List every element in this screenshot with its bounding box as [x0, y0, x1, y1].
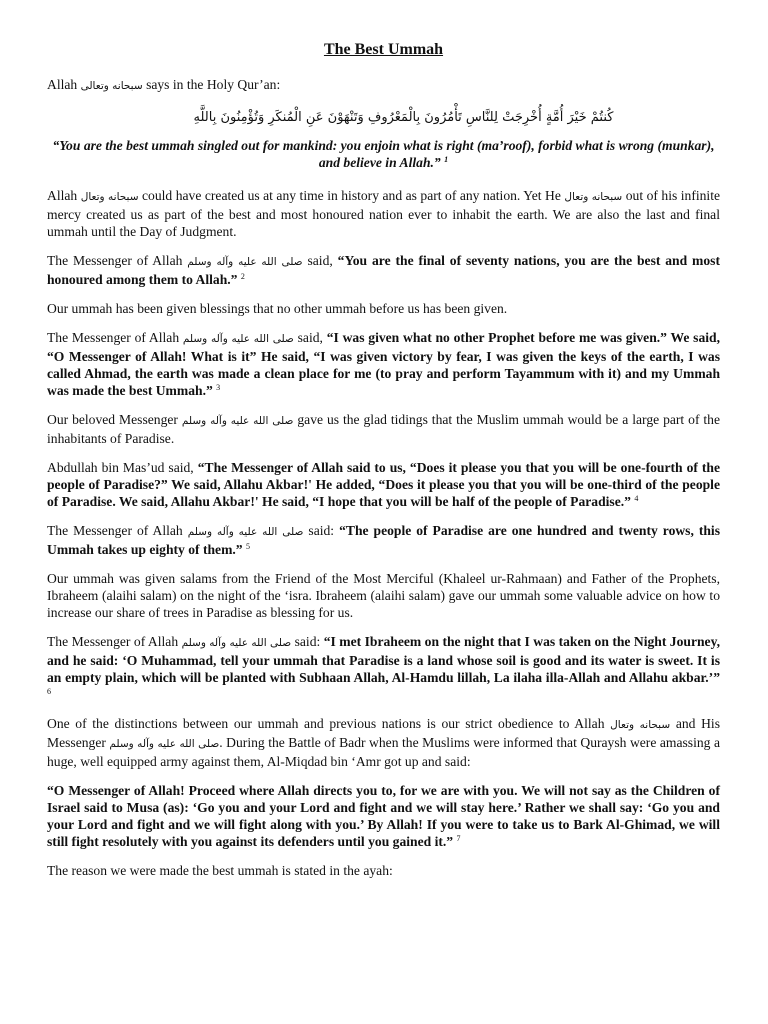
text: One of the distinctions between our ummah and previous nations is our strict obedience to Allah [47, 716, 605, 731]
hadith-quote: “You are the final of seventy nations, you are the best and most honoured among them to Allah.” [47, 253, 720, 287]
intro-line [47, 76, 720, 95]
paragraph [47, 633, 720, 703]
paragraph [47, 411, 720, 447]
arabic-honorific: سبحانه وتعالى [80, 80, 143, 92]
paragraph: Our ummah was given salams from the Friend of the Most Merciful (Khaleel ur-Rahmaan) and Father of the Prophets, Ibraheem (alaihi salam) on the night of the ‘isra. Ibraheem (alaihi salam) gave our ummah some valuable advice on how to increase our share of trees in Paradise as blessing for us. [47, 571, 720, 620]
quran-verse-arabic: كُنتُمْ خَيْرَ أُمَّةٍ أُخْرِجَتْ لِلنَّاسِ تَأْمُرُونَ بِالْمَعْرُوفِ وَتَنْهَوْنَ عَنِ الْمُنكَرِ وَتُؤْمِنُونَ بِاللَّهِ [193, 110, 614, 125]
footnote-ref: 4 [634, 494, 639, 503]
paragraph [47, 459, 720, 510]
paragraph [47, 522, 720, 558]
paragraph: Our ummah has been given blessings that no other ummah before us has been given. [47, 301, 508, 316]
text: Our beloved Messenger [47, 412, 178, 427]
text: could have created us at any time in history and as part of any nation. Yet He [142, 188, 561, 203]
paragraph [47, 715, 720, 770]
arabic-honorific: صلى الله عليه وآله وسلم [182, 333, 294, 345]
footnote-ref: 7 [456, 834, 461, 843]
hadith-quote: “I was given what no other Prophet before me was given.” We said, “O Messenger of Allah! What is it” He said, “I was given victory by fear, I was given the keys of the earth, I was called Ahmad, the earth was made a clean place for me (to pray and perform Tayammum with it) and my Ummah was made the best Ummah.” [47, 330, 720, 398]
arabic-honorific: صلى الله عليه وآله وسلم [181, 637, 292, 649]
text: . During the Battle of Badr when the Muslims were informed that Quraysh were amassing a huge, well equipped army against them, Al-Miqdad bin ‘Amr got up and said: [47, 735, 720, 769]
hadith-quote: “The Messenger of Allah said to us, “Does it please you that you will be one-fourth of the people of Paradise?” We said, Allahu Akbar!' He added, “Does it please you that you will be one-third of the people of Paradise. We said, Allahu Akbar!' He said, “I hope that you will be half of the people of Paradise.” [47, 460, 720, 509]
arabic-honorific: سبحانه وتعال [610, 719, 671, 731]
text: said, [297, 330, 323, 345]
intro-text-end: says in the Holy Qur’an: [146, 77, 281, 92]
paragraph [47, 782, 720, 850]
footnote-ref: 2 [240, 272, 245, 281]
text: Allah [47, 188, 78, 203]
paragraph: The reason we were made the best ummah is stated in the ayah: [47, 863, 393, 878]
text: out of his infinite mercy created us as part of the best and most honoured nation ever to inhabit the earth. We are also the last and final ummah until the Day of Judgment. [47, 188, 721, 239]
text: The Messenger of Allah [47, 523, 183, 538]
hadith-quote: “O Messenger of Allah! Proceed where Allah directs you to, for we are with you. We will not say as the Children of Israel said to Musa (as): ‘Go you and your Lord and fight and we will stay here.’ Rather we shall say: ‘Go you and your Lord and fight and we will fight along with you.’ By Allah! If you were to take us to Bark Al-Ghimad, we will still fight resolutely with you against its defenders until you gained it.” [47, 783, 720, 849]
arabic-honorific: صلى الله عليه وآله وسلم [187, 526, 304, 538]
text: Abdullah bin Mas’ud said, [47, 460, 194, 475]
footnote-ref: 3 [216, 383, 221, 392]
text: The Messenger of Allah [47, 253, 183, 268]
footnote-ref: 6 [47, 687, 51, 696]
text: said, [307, 253, 333, 268]
paragraph [47, 252, 720, 288]
verse-translation-text: “You are the best ummah singled out for mankind: you enjoin what is right (ma’roof), forbid what is wrong (munkar), and believe in Allah.” [52, 138, 715, 170]
arabic-honorific: صلى الله عليه وآله وسلم [109, 738, 220, 750]
arabic-honorific: سبحانه وتعال [80, 191, 139, 203]
text: said: [294, 634, 321, 649]
paragraph [47, 187, 720, 240]
text: The Messenger of Allah [47, 634, 179, 649]
text: and His Messenger [47, 716, 720, 750]
footnote-ref: 5 [246, 542, 251, 551]
paragraph [47, 329, 720, 399]
hadith-quote: “I met Ibraheem on the night that I was taken on the Night Journey, and he said: ‘O Muhammad, tell your ummah that Paradise is a land whose soil is good and its water is sweet. It is an empty plain, which will be planted with Subhaan Allah, Al-Hamdu lillah, La ilaha illa-Allah and Allahu akbar.’” [47, 634, 721, 685]
verse-translation [47, 137, 720, 171]
footnote-ref: 1 [444, 155, 449, 164]
arabic-honorific: صلى الله عليه وآله وسلم [181, 415, 294, 427]
arabic-honorific: سبحانه وتعال [564, 191, 623, 203]
page-title: The Best Ummah [323, 41, 444, 58]
intro-text: Allah [47, 77, 78, 92]
arabic-honorific: صلى الله عليه وآله وسلم [187, 256, 303, 268]
text: said: [308, 523, 335, 538]
hadith-quote: “The people of Paradise are one hundred and twenty rows, this Ummah takes up eighty of them.” [47, 523, 721, 557]
text: gave us the glad tidings that the Muslim ummah would be a large part of the inhabitants of Paradise. [47, 412, 721, 446]
text: The Messenger of Allah [47, 330, 180, 345]
